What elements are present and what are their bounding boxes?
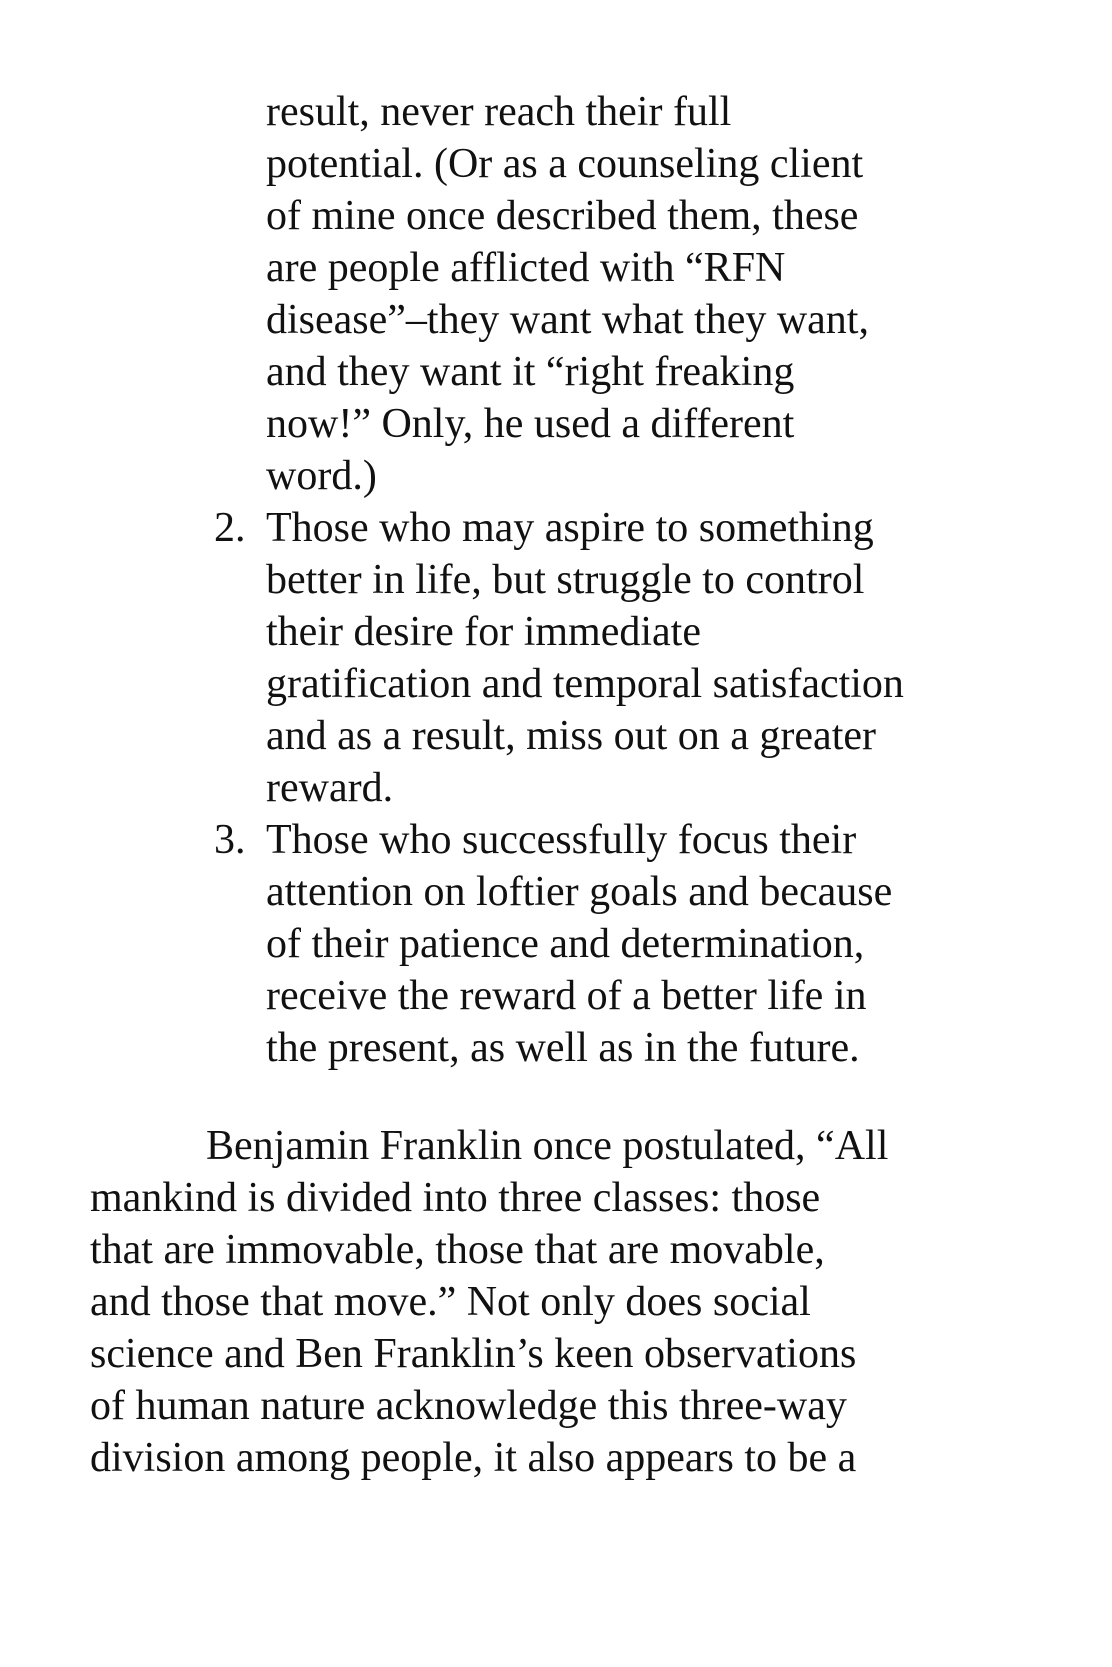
list-item-1-line: potential. (Or as a counseling client: [266, 141, 864, 187]
list-item-2-line: and as a result, miss out on a greater: [266, 713, 876, 759]
list-item-1-line: and they want it “right freaking: [266, 349, 795, 395]
list-item-3-line: of their patience and determination,: [266, 921, 865, 967]
paragraph-line: Benjamin Franklin once postulated, “All: [206, 1123, 889, 1169]
list-item-2-line: Those who may aspire to something: [266, 505, 874, 551]
paragraph-line: mankind is divided into three classes: those: [90, 1175, 821, 1221]
list-item-3-line: attention on loftier goals and because: [266, 869, 893, 915]
list-item-1-line: disease”–they want what they want,: [266, 297, 869, 343]
paragraph-line: division among people, it also appears to be a: [90, 1435, 857, 1481]
paragraph-line: that are immovable, those that are movable,: [90, 1227, 825, 1273]
list-item-3-line: Those who successfully focus their: [266, 817, 857, 863]
list-item-2-line: gratification and temporal satisfaction: [266, 661, 904, 707]
list-item-2-line: their desire for immediate: [266, 609, 701, 655]
list-item-2-number: 2.: [214, 505, 246, 551]
list-item-1-line: of mine once described them, these: [266, 193, 859, 239]
list-item-3-line: receive the reward of a better life in: [266, 973, 867, 1019]
paragraph-line: and those that move.” Not only does social: [90, 1279, 811, 1325]
list-item-2-line: better in life, but struggle to control: [266, 557, 865, 603]
list-item-2-line: reward.: [266, 765, 394, 811]
list-item-3-number: 3.: [214, 817, 246, 863]
list-item-1-line: word.): [266, 453, 377, 499]
list-item-1-line: are people afflicted with “RFN: [266, 245, 786, 291]
paragraph-line: of human nature acknowledge this three-way: [90, 1383, 847, 1429]
list-item-1-line: now!” Only, he used a different: [266, 401, 795, 447]
list-item-3-line: the present, as well as in the future.: [266, 1025, 860, 1071]
paragraph-line: science and Ben Franklin’s keen observations: [90, 1331, 857, 1377]
list-item-1-line: result, never reach their full: [266, 89, 732, 135]
